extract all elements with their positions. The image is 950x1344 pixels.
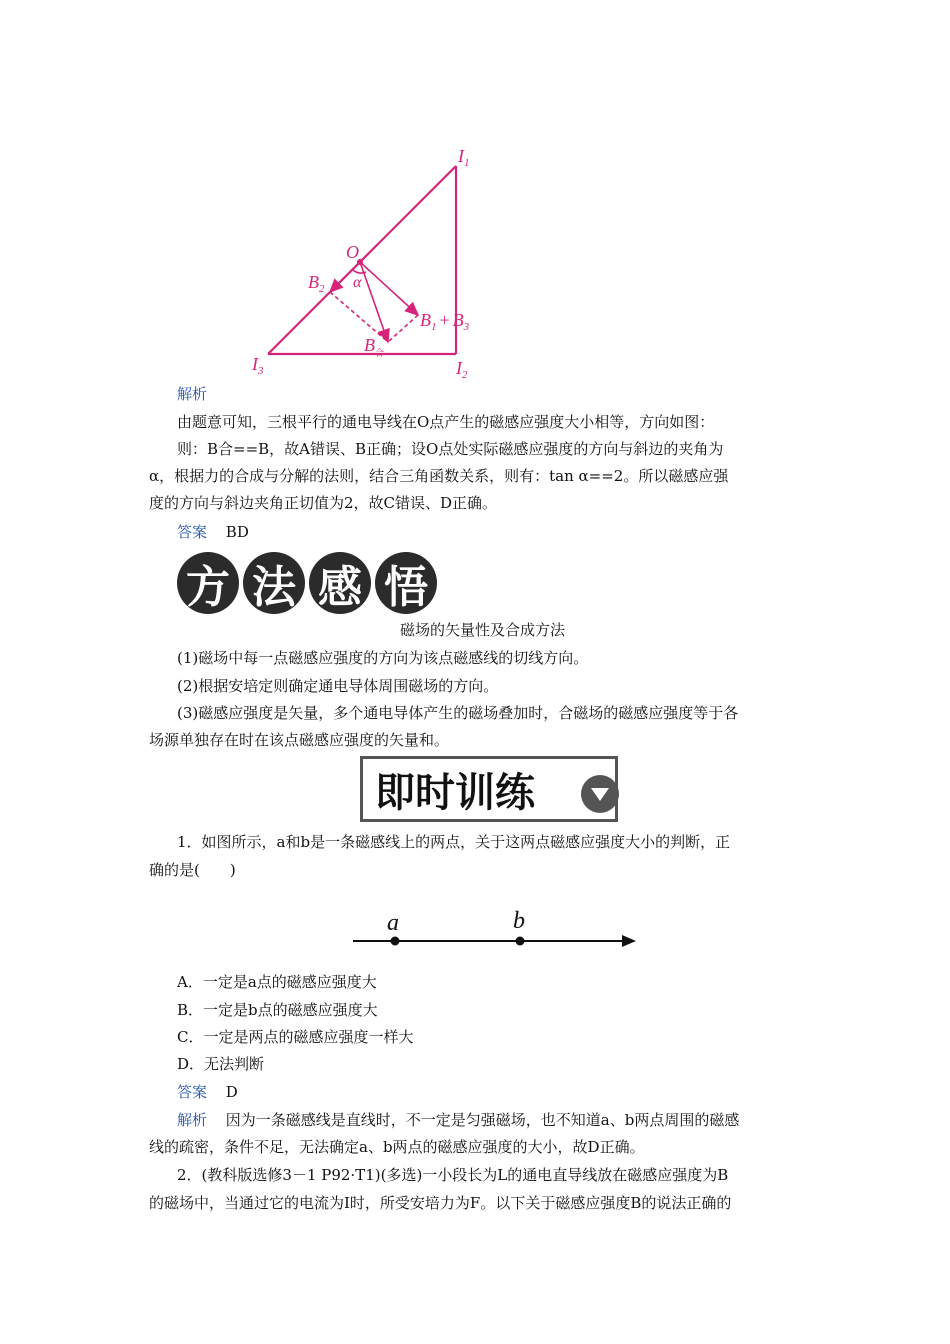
answer-label: 答案 — [177, 523, 208, 541]
answer-label: 答案 — [177, 1083, 208, 1101]
training-title: 即时训练 — [375, 769, 535, 816]
label-I2: $I_2$ — [456, 358, 468, 381]
method-item: 场源单独存在时在该点磁感应强度的矢量和。 — [149, 731, 450, 749]
answer-line — [177, 1082, 238, 1102]
analysis-paragraph: 由题意可知，三根平行的通电导线在O点产生的磁感应强度大小相等，方向如图： — [177, 413, 715, 431]
method-char: 法 — [243, 552, 305, 614]
analysis-label: 解析 — [177, 1111, 208, 1129]
method-item: (2)根据安培定则确定通电导体周围磁场的方向。 — [177, 677, 499, 695]
option-c: C．一定是两点的磁感应强度一样大 — [177, 1028, 414, 1046]
method-char: 悟 — [375, 552, 437, 614]
question-stem: 1．如图所示，a和b是一条磁感线上的两点，关于这两点磁感应强度大小的判断，正 — [177, 833, 731, 851]
label-B2: $B_2$ — [308, 272, 325, 295]
analysis-label: 解析 — [177, 385, 208, 403]
method-item: (1)磁场中每一点磁感应强度的方向为该点磁感线的切线方向。 — [177, 649, 589, 667]
method-char: 方 — [177, 552, 239, 614]
point-b-label: b — [513, 908, 525, 934]
analysis-line — [177, 1110, 739, 1130]
analysis-text: 因为一条磁感线是直线时，不一定是匀强磁场，也不知道a、b两点周围的磁感 — [225, 1111, 740, 1129]
method-banner — [177, 552, 441, 614]
analysis-paragraph: 则：B合==B，故A错误、B正确；设O点处实际磁感应强度的方向与斜边的夹角为 — [177, 440, 724, 458]
answer-value: D — [225, 1083, 238, 1101]
question-stem: 2．(教科版选修3－1 P92·T1)(多选)一小段长为L的通电直导线放在磁感应强度为B — [177, 1166, 729, 1184]
point-a-label: a — [387, 910, 399, 936]
label-B1-plus-B3: $B_1 + B_3$ — [420, 310, 470, 333]
label-I1: $I_1$ — [458, 146, 470, 169]
triangle-vector-diagram — [226, 126, 506, 386]
label-O: O — [346, 242, 359, 262]
option-a: A．一定是a点的磁感应强度大 — [177, 973, 377, 991]
answer-value: BD — [225, 523, 249, 541]
option-d: D．无法判断 — [177, 1055, 265, 1073]
field-line-figure — [340, 890, 640, 970]
method-item: (3)磁感应强度是矢量，多个通电导体产生的磁场叠加时，合磁场的磁感应强度等于各 — [177, 704, 739, 722]
option-b: B．一定是b点的磁感应强度大 — [177, 1001, 378, 1019]
analysis-text: 线的疏密，条件不足，无法确定a、b两点的磁感应强度的大小，故D正确。 — [149, 1138, 645, 1156]
analysis-paragraph: 度的方向与斜边夹角正切值为2，故C错误、D正确。 — [149, 494, 498, 512]
label-B-he: $B_合$ — [364, 335, 385, 358]
label-alpha: α — [353, 274, 362, 291]
label-I3: $I_3$ — [252, 354, 264, 377]
analysis-paragraph: α，根据力的合成与分解的法则，结合三角函数关系，则有：tan α==2。所以磁感应强 — [149, 467, 729, 485]
answer-line — [177, 522, 249, 542]
down-triangle-icon — [581, 775, 619, 813]
method-char: 感 — [309, 552, 371, 614]
question-stem: 确的是( ) — [149, 861, 236, 879]
question-stem: 的磁场中，当通过它的电流为I时，所受安培力为F。以下关于磁感应强度B的说法正确的 — [149, 1194, 732, 1212]
training-banner — [360, 756, 618, 822]
method-title: 磁场的矢量性及合成方法 — [400, 621, 566, 639]
